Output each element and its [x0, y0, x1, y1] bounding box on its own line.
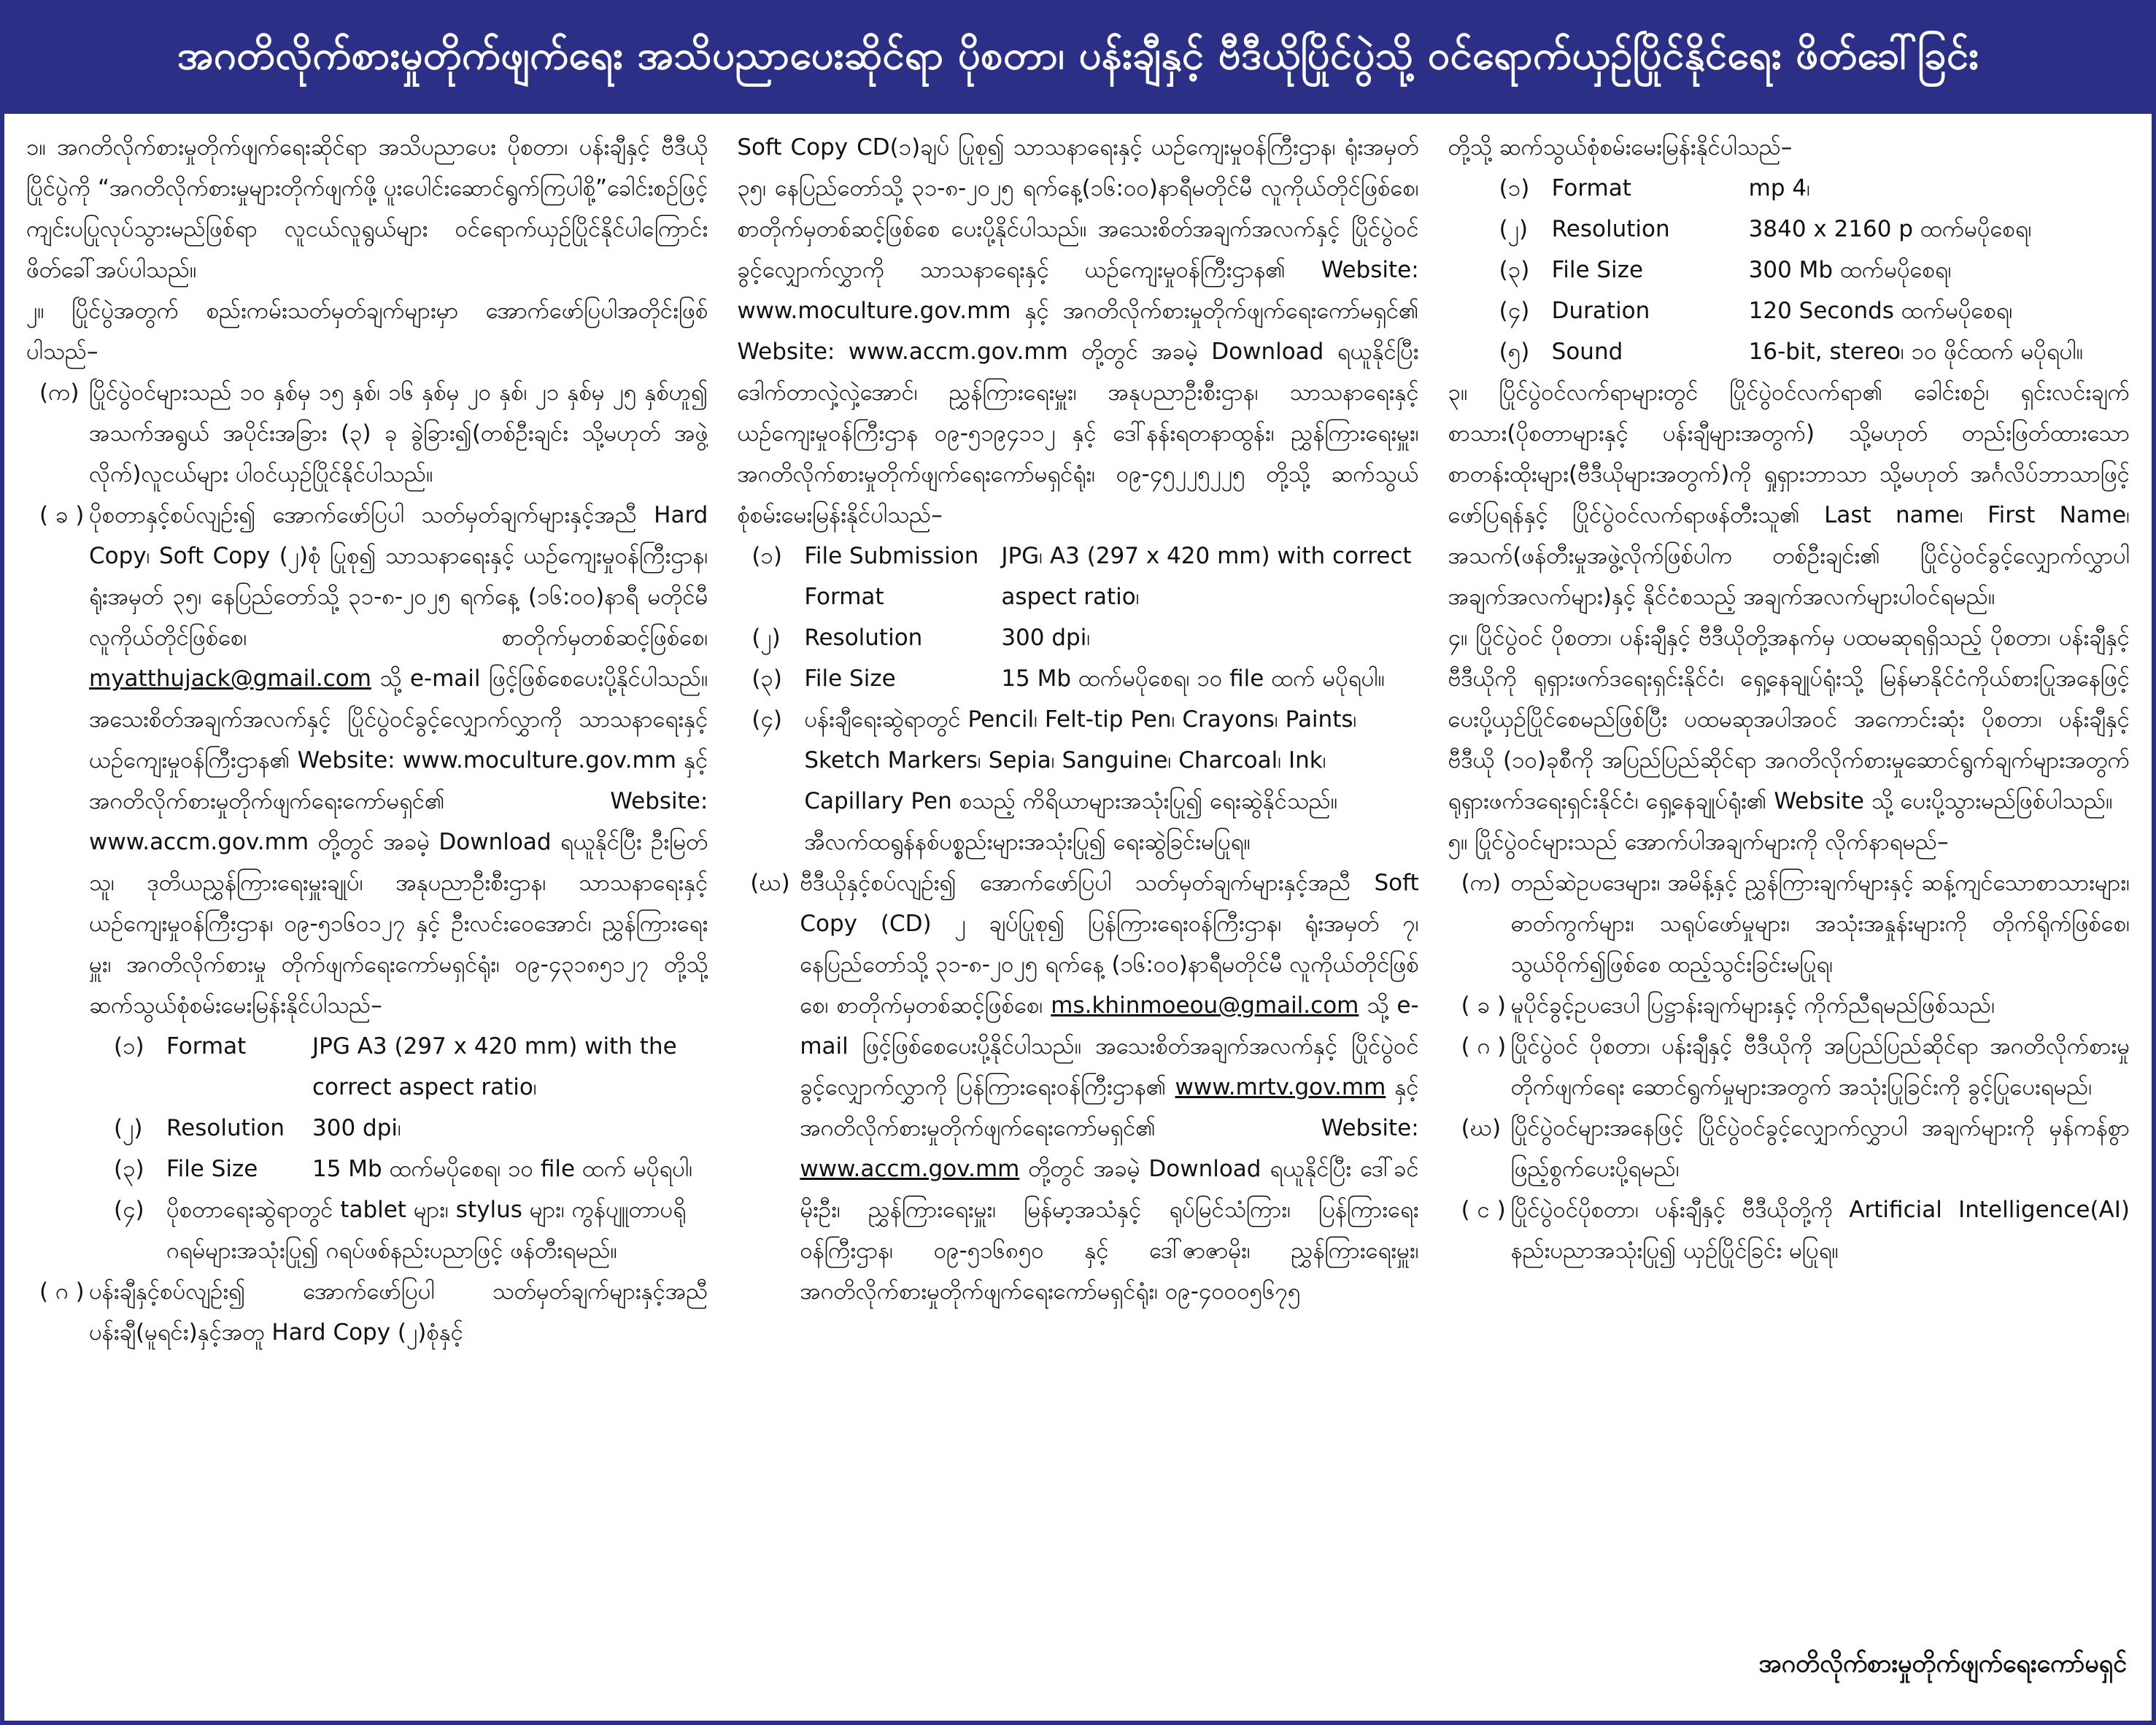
item-text: တည်ဆဲဥပဒေများ၊ အမိန့်နှင့် ညွှန်ကြားချက်များနှင့် ဆန့်ကျင်သောစာသားများ၊ ဓာတ်ကွက်များ၊ သရုပ်ဖော်မှုများ၊ အသုံးအနှုန်းများကို တိုက်ရိုက်ဖြစ်စေ၊ သွယ်ဝိုက်၍ဖြစ်စေ ထည့်သွင်းခြင်းမပြုရ၊: [1510, 870, 2130, 978]
spec-value: ပန်းချီရေးဆွဲရာတွင် Pencil၊ Felt-tip Pen၊ Crayons၊ Paints၊ Sketch Markers၊ Sepia၊ Sanguine၊ Charcoal၊ Ink၊ Capillary Pen စသည့် ကိရိယာများအသုံးပြု၍ ရေးဆွဲနိုင်သည်။ အီလက်ထရွန်နစ်ပစ္စည်းများအသုံးပြု၍ ရေးဆွဲခြင်းမပြုရ။: [804, 706, 1357, 855]
spec-label: Format: [1551, 175, 1631, 201]
spec-value: mp 4၊: [1748, 175, 1811, 201]
video-spec-1: [1448, 168, 2130, 209]
item-kha: [26, 495, 708, 1026]
rule-item-4: [1448, 1108, 2130, 1189]
paragraph-3: ၃။ ပြိုင်ပွဲဝင်လက်ရာများတွင် ပြိုင်ပွဲဝင်လက်ရာ၏ ခေါင်းစဉ်၊ ရှင်းလင်းချက်စာသား(ပိုစတာများနှင့် ပန်းချီများအတွက်) သို့မဟုတ် တည်းဖြတ်ထားသော စာတန်းထိုးများ(ဗီဒီယိုများအတွက်)ကို ရှုရှားဘာသာ သို့မဟုတ် အင်္ဂလိပ်ဘာသာဖြင့်ဖော်ပြရန်နှင့် ပြိုင်ပွဲဝင်လက်ရာဖန်တီးသူ၏ Last name၊ First Name၊ အသက်(ဖန်တီးမှုအဖွဲ့လိုက်ဖြစ်ပါက တစ်ဦးချင်း၏ ပြိုင်ပွဲဝင်ခွင့်လျှောက်လွှာပါ အချက်အလက်များ)နှင့် နိုင်ငံစသည့် အချက်အလက်များပါဝင်ရမည်။: [1448, 379, 2130, 610]
item-text: [800, 863, 1418, 1312]
email-link[interactable]: myatthujack@gmail.com: [89, 665, 371, 692]
item-text-part: ပိုစတာနှင့်စပ်လျဉ်း၍ အောက်ဖော်ပြပါ သတ်မှတ်ချက်များနှင့်အညီ Hard Copy၊ Soft Copy (၂)စုံ ပြုစု၍ သာသနာရေးနှင့် ယဉ်ကျေးမှုဝန်ကြီးဌာန၊ ရုံးအမှတ် ၃၅၊ နေပြည်တော်သို့ ၃၁-၈-၂၀၂၅ ရက်နေ့ (၁၆:၀၀)နာရီ မတိုင်မီ လူကိုယ်တိုင်ဖြစ်စေ၊ စာတိုက်မှတစ်ဆင့်ဖြစ်စေ၊: [89, 502, 708, 651]
spec-value: 120 Seconds ထက်မပိုစေရ၊: [1748, 298, 2013, 324]
paragraph-continued: တို့သို့ ဆက်သွယ်စုံစမ်းမေးမြန်းနိုင်ပါသည်–: [1448, 134, 1793, 161]
poster-spec-3: [26, 1149, 708, 1189]
rule-item-1: [1448, 863, 2130, 985]
item-marker: (က): [1461, 870, 1502, 896]
issuer-signature: အဂတိလိုက်စားမှုတိုက်ဖျက်ရေးကော်မရှင်: [1758, 1649, 2127, 1678]
spec-label: Duration: [1551, 298, 1650, 324]
video-spec-2: [1448, 209, 2130, 250]
spec-label: Resolution: [1551, 216, 1670, 242]
item-gha: [737, 863, 1418, 1312]
video-spec-4: [1448, 290, 2130, 331]
spec-label: Format: [166, 1033, 247, 1060]
spec-marker: (၄): [114, 1197, 144, 1223]
item-ka: [26, 372, 708, 495]
item-text-part: ဗီဒီယိုနှင့်စပ်လျဉ်း၍ အောက်ဖော်ပြပါ သတ်မှတ်ချက်များနှင့်အညီ Soft Copy (CD) ၂ ချပ်ပြုစု၍ ပြန်ကြားရေးဝန်ကြီးဌာန၊ ရုံးအမှတ် ၇၊ နေပြည်တော်သို့ ၃၁-၈-၂၀၂၅ ရက်နေ့ (၁၆:၀၀)နာရီမတိုင်မီ လူကိုယ်တိုင်ဖြစ်စေ၊ စာတိုက်မှတစ်ဆင့်ဖြစ်စေ၊: [800, 870, 1419, 1019]
item-text-part: နှင့် အဂတိလိုက်စားမှုတိုက်ဖျက်ရေးကော်မရှင်၏ Website:: [800, 1074, 1419, 1141]
spec-marker: (၃): [1499, 257, 1530, 283]
paragraph-continued: Soft Copy CD(၁)ချပ် ပြုစု၍ သာသနာရေးနှင့် ယဉ်ကျေးမှုဝန်ကြီးဌာန၊ ရုံးအမှတ် ၃၅၊ နေပြည်တော်သို့ ၃၁-၈-၂၀၂၅ ရက်နေ့(၁၆:၀၀)နာရီမတိုင်မီ လူကိုယ်တိုင်ဖြစ်စေ၊ စာတိုက်မှတစ်ဆင့်ဖြစ်စေ ပေးပို့နိုင်ပါသည်။ အသေးစိတ်အချက်အလက်နှင့် ပြိုင်ပွဲဝင်ခွင့်လျှောက်လွှာကို သာသနာရေးနှင့် ယဉ်ကျေးမှုဝန်ကြီးဌာန၏ Website: www.moculture.gov.mm နှင့် အဂတိလိုက်စားမှုတိုက်ဖျက်ရေးကော်မရှင်၏ Website: www.accm.gov.mm တို့တွင် အခမဲ့ Download ရယူနိုင်ပြီး ဒေါက်တာလှဲ့လှဲ့အောင်၊ ညွှန်ကြားရေးမှူး၊ အနုပညာဦးစီးဌာန၊ သာသနာရေးနှင့် ယဉ်ကျေးမှုဝန်ကြီးဌာန ၀၉-၅၁၉၄၁၁၂ နှင့် ဒေါ်နန်းရတနာထွန်း၊ ညွှန်ကြားရေးမှူး၊ အဂတိလိုက်စားမှုတိုက်ဖျက်ရေးကော်မရှင်ရုံး၊ ၀၉-၄၅၂၂၅၂၂၅ တို့သို့ ဆက်သွယ်စုံစမ်းမေးမြန်းနိုင်ပါသည်–: [737, 134, 1419, 528]
title-banner: [4, 4, 2152, 114]
spec-value: 300 dpi၊: [312, 1115, 401, 1141]
spec-marker: (၁): [751, 543, 782, 569]
item-text-part: တို့တွင် အခမဲ့ Download ရယူနိုင်ပြီး ဒေါ်ခင်မိုးဦး၊ ညွှန်ကြားရေးမှူး၊ မြန်မာ့အသံနှင့် ရုပ်မြင်သံကြား၊ ပြန်ကြားရေးဝန်ကြီးဌာန၊ ၀၉-၅၁၆၈၅၀ နှင့် ဒေါ်ဇာဇာမိုး၊ ညွှန်ကြားရေးမှူး၊ အဂတိလိုက်စားမှုတိုက်ဖျက်ရေးကော်မရှင်ရုံး၊ ၀၉-၄၀၀၀၅၆၇၅: [800, 1156, 1419, 1305]
spec-label: File Size: [804, 665, 896, 692]
spec-label: File Size: [1551, 257, 1644, 283]
item-text: [89, 495, 708, 1026]
spec-marker: (၂): [751, 625, 781, 651]
spec-marker: (၂): [1499, 216, 1529, 242]
item-text: ပြိုင်ပွဲဝင်များအနေဖြင့် ပြိုင်ပွဲဝင်ခွင့်လျှောက်လွှာပါ အချက်များကို မှန်ကန်စွာဖြည့်စွက်ပေးပို့ရမည်၊: [1510, 1115, 2130, 1182]
spec-marker: (၃): [751, 665, 782, 692]
item-marker: ( ဂ ): [39, 1278, 85, 1305]
column-3: [1448, 127, 2130, 1710]
page-title: အဂတိလိုက်စားမှုတိုက်ဖျက်ရေး အသိပညာပေးဆိုင်ရာ ပိုစတာ၊ ပန်းချီနှင့် ဗီဒီယိုပြိုင်ပွဲသို့ ဝင်ရောက်ယှဉ်ပြိုင်နိုင်ရေး ဖိတ်ခေါ်ခြင်း: [177, 31, 1979, 78]
spec-label: Resolution: [804, 625, 923, 651]
item-marker: ( င ): [1461, 1197, 1506, 1223]
rule-item-5: [1448, 1189, 2130, 1271]
column-1: [26, 127, 708, 1710]
poster-spec-2: [26, 1108, 708, 1149]
spec-value: 300 Mb ထက်မပိုစေရ၊: [1748, 257, 1952, 283]
poster-spec-4: [26, 1189, 708, 1271]
item-marker: (က): [39, 379, 80, 406]
item-text-part: သို့ e-mail ဖြင့်ဖြစ်စေပေးပို့နိုင်ပါသည်။ အသေးစိတ်အချက်အလက်နှင့် ပြိုင်ပွဲဝင်ခွင့်လျှောက်လွှာကို ပြန်ကြားရေးဝန်ကြီးဌာန၏: [800, 992, 1419, 1100]
item-text: ပန်းချီနှင့်စပ်လျဉ်း၍ အောက်ဖော်ပြပါ သတ်မှတ်ချက်များနှင့်အညီ ပန်းချီ(မူရင်း)နှင့်အတူ Hard Copy (၂)စုံနှင့်: [89, 1278, 708, 1346]
video-spec-5: [1448, 331, 2130, 372]
spec-marker: (၄): [1499, 298, 1530, 324]
spec-value: 3840 x 2160 p ထက်မပိုစေရ၊: [1748, 216, 2032, 242]
item-ga: [26, 1271, 708, 1353]
body-columns: [26, 127, 2130, 1710]
painting-spec-1: [737, 536, 1418, 617]
spec-marker: (၃): [114, 1156, 144, 1182]
poster-spec-1: [26, 1026, 708, 1108]
spec-marker: (၅): [1499, 339, 1530, 365]
paragraph-1: ၁။ အဂတိလိုက်စားမှုတိုက်ဖျက်ရေးဆိုင်ရာ အသိပညာပေး ပိုစတာ၊ ပန်းချီနှင့် ဗီဒီယိုပြိုင်ပွဲကို “အဂတိလိုက်စားမှုများတိုက်ဖျက်ဖို့ ပူးပေါင်းဆောင်ရွက်ကြပါစို့”ခေါင်းစဉ်ဖြင့် ကျင်းပပြုလုပ်သွားမည်ဖြစ်ရာ လူငယ်လူရွယ်များ ဝင်ရောက်ယှဉ်ပြိုင်နိုင်ပါကြောင်း ဖိတ်ခေါ်အပ်ပါသည်။: [26, 134, 708, 283]
spec-label: Resolution: [166, 1115, 285, 1141]
item-marker: ( ဂ ): [1461, 1033, 1507, 1060]
item-marker: (ဃ): [750, 870, 790, 896]
spec-label: Sound: [1551, 339, 1623, 365]
column-2: [737, 127, 1418, 1710]
video-spec-3: [1448, 250, 2130, 290]
spec-marker: (၁): [114, 1033, 144, 1060]
spec-value: 16-bit, stereo၊ ၁၀ ဖိုင်ထက် မပိုရပါ။: [1748, 339, 2084, 365]
spec-marker: (၄): [751, 706, 782, 733]
item-marker: ( ခ ): [39, 502, 85, 528]
item-text: မူပိုင်ခွင့်ဥပဒေပါ ပြဋ္ဌာန်းချက်များနှင့် ကိုက်ညီရမည်ဖြစ်သည်၊: [1510, 992, 1995, 1019]
spec-value: 300 dpi၊: [1001, 625, 1091, 651]
email-link[interactable]: ms.khinmoeou@gmail.com: [1051, 992, 1359, 1019]
paragraph-2: ၂။ ပြိုင်ပွဲအတွက် စည်းကမ်းသတ်မှတ်ချက်များမှာ အောက်ဖော်ပြပါအတိုင်းဖြစ်ပါသည်–: [26, 298, 708, 365]
rule-item-2: [1448, 985, 2130, 1026]
spec-value: 15 Mb ထက်မပိုစေရ၊ ၁၀ file ထက် မပိုရပါ၊: [312, 1156, 693, 1182]
spec-marker: (၁): [1499, 175, 1530, 201]
painting-spec-2: [737, 617, 1418, 658]
item-marker: ( ခ ): [1461, 992, 1506, 1019]
rule-item-3: [1448, 1026, 2130, 1108]
website-link[interactable]: www.accm.gov.mm: [800, 1156, 1020, 1182]
item-marker: (ဃ): [1461, 1115, 1502, 1141]
paragraph-5: ၅။ ပြိုင်ပွဲဝင်များသည် အောက်ပါအချက်များကို လိုက်နာရမည်–: [1448, 829, 1949, 855]
item-text: ပြိုင်ပွဲဝင် ပိုစတာ၊ ပန်းချီနှင့် ဗီဒီယိုကို အပြည်ပြည်ဆိုင်ရာ အဂတိလိုက်စားမှုတိုက်ဖျက်ရေး ဆောင်ရွက်မှုများအတွက် အသုံးပြုခြင်းကို ခွင့်ပြုပေးရမည်၊: [1510, 1033, 2130, 1100]
painting-spec-4: [737, 699, 1418, 863]
spec-label: File Submission Format: [804, 543, 979, 610]
paragraph-4: ၄။ ပြိုင်ပွဲဝင် ပိုစတာ၊ ပန်းချီနှင့် ဗီဒီယိုတို့အနက်မှ ပထမဆုရရှိသည့် ပိုစတာ၊ ပန်းချီနှင့် ဗီဒီယိုကို ရုရှားဖက်ဒရေးရှင်းနိုင်ငံ၊ ရှေ့နေချုပ်ရုံးသို့ မြန်မာနိုင်ငံကိုယ်စားပြုအနေဖြင့် ပေးပို့ယှဉ်ပြိုင်စေမည်ဖြစ်ပြီး ပထမဆုအပါအဝင် အကောင်းဆုံး ပိုစတာ၊ ပန်းချီနှင့် ဗီဒီယို (၁၀)ခုစီကို အပြည်ပြည်ဆိုင်ရာ အဂတိလိုက်စားမှုဆောင်ရွက်ချက်များအတွက် ရုရှားဖက်ဒရေးရှင်းနိုင်ငံ၊ ရှေ့နေချုပ်ရုံး၏ Website သို့ ပေးပို့သွားမည်ဖြစ်ပါသည်။: [1448, 625, 2130, 814]
item-text: ပြိုင်ပွဲဝင်များသည် ၁၀ နှစ်မှ ၁၅ နှစ်၊ ၁၆ နှစ်မှ ၂၀ နှစ်၊ ၂၁ နှစ်မှ ၂၅ နှစ်ဟူ၍ အသက်အရွယ် အပိုင်းအခြား (၃) ခု ခွဲခြား၍(တစ်ဦးချင်း သို့မဟုတ် အဖွဲ့လိုက်)လူငယ်များ ပါဝင်ယှဉ်ပြိုင်နိုင်ပါသည်။: [89, 379, 708, 487]
spec-value: ပိုစတာရေးဆွဲရာတွင် tablet များ၊ stylus များ၊ ကွန်ပျူတာပရိုဂရမ်များအသုံးပြု၍ ဂရပ်ဖစ်နည်းပညာဖြင့် ဖန်တီးရမည်။: [166, 1197, 687, 1264]
spec-value: JPG၊ A3 (297 x 420 mm) with correct aspect ratio၊: [1001, 543, 1412, 610]
spec-value: 15 Mb ထက်မပိုစေရ၊ ၁၀ file ထက် မပိုရပါ။: [1001, 665, 1385, 692]
spec-label: File Size: [166, 1156, 258, 1182]
item-text-part: သို့ e-mail ဖြင့်ဖြစ်စေပေးပို့နိုင်ပါသည်။ အသေးစိတ်အချက်အလက်နှင့် ပြိုင်ပွဲဝင်ခွင့်လျှောက်လွှာကို သာသနာရေးနှင့် ယဉ်ကျေးမှုဝန်ကြီးဌာန၏ Website: www.moculture.gov.mm နှင့် အဂတိလိုက်စားမှုတိုက်ဖျက်ရေးကော်မရှင်၏ Website: www.accm.gov.mm တို့တွင် အခမဲ့ Download ရယူနိုင်ပြီး ဦးမြတ်သူ၊ ဒုတိယညွှန်ကြားရေးမှူးချုပ်၊ အနုပညာဦးစီးဌာန၊ သာသနာရေးနှင့်ယဉ်ကျေးမှုဝန်ကြီးဌာန၊ ၀၉-၅၁၆၀၁၂၇ နှင့် ဦးလင်းဝေအောင်၊ ညွှန်ကြားရေးမှူး၊ အဂတိလိုက်စားမှု တိုက်ဖျက်ရေးကော်မရှင်ရုံး၊ ၀၉-၄၃၁၈၅၁၂၇ တို့သို့ ဆက်သွယ်စုံစမ်းမေးမြန်းနိုင်ပါသည်–: [89, 665, 708, 1019]
spec-marker: (၂): [114, 1115, 143, 1141]
website-link[interactable]: www.mrtv.gov.mm: [1175, 1074, 1386, 1100]
spec-value: JPG A3 (297 x 420 mm) with the correct aspect ratio၊: [312, 1033, 677, 1100]
painting-spec-3: [737, 658, 1418, 699]
item-text: ပြိုင်ပွဲဝင်ပိုစတာ၊ ပန်းချီနှင့် ဗီဒီယိုတို့ကို Artificial Intelligence(AI) နည်းပညာအသုံးပြု၍ ယှဉ်ပြိုင်ခြင်း မပြုရ။: [1510, 1197, 2130, 1264]
